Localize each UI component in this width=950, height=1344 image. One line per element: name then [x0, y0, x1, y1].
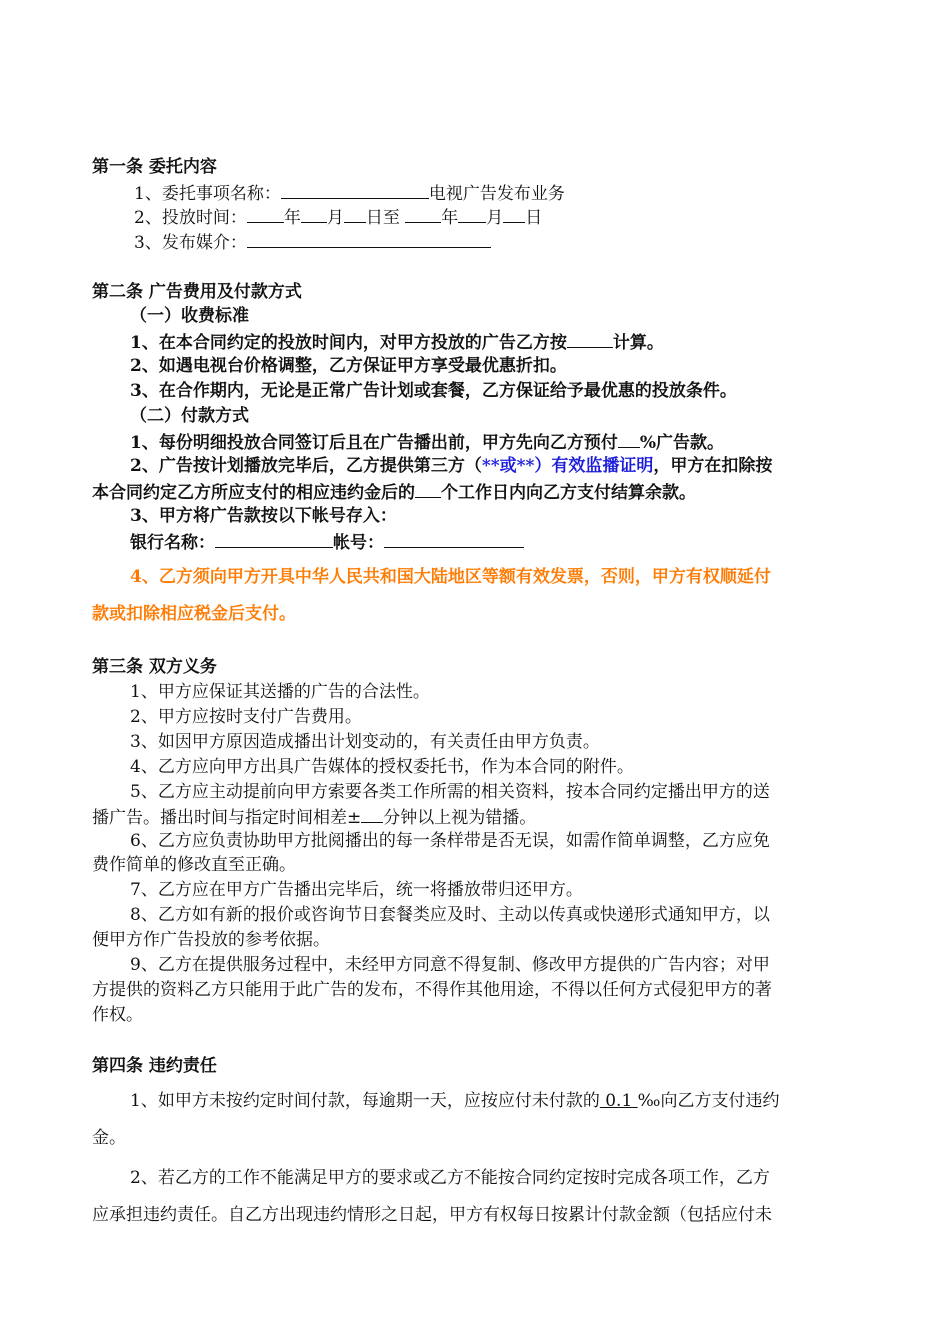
payment-item-4-cont: 款或扣除相应税金后支付。 — [92, 604, 296, 624]
text: 本合同约定乙方所应支付的相应违约金后的 — [92, 483, 415, 503]
duty-item-3: 3、如因甲方原因造成播出计划变动的，有关责任由甲方负责。 — [130, 732, 600, 752]
blank-field[interactable] — [344, 204, 366, 223]
year-label: 年 — [283, 208, 301, 228]
bank-account-line — [130, 529, 524, 555]
blank-field[interactable] — [405, 204, 441, 223]
duty-item-9-end: 作权。 — [92, 1005, 143, 1025]
text: 2、广告按计划播放完毕后，乙方提供第三方（ — [130, 456, 482, 476]
blank-field[interactable] — [247, 229, 491, 248]
item-tail: 电视广告发布业务 — [428, 184, 565, 204]
duty-item-4: 4、乙方应向甲方出具广告媒体的授权委托书，作为本合同的附件。 — [130, 757, 634, 777]
liability-item-1-cont: 金。 — [92, 1128, 126, 1148]
duty-item-5: 5、乙方应主动提前向甲方索要各类工作所需的相关资料，按本合同约定播出甲方的送 — [130, 782, 770, 802]
article-3-title: 第三条 双方义务 — [92, 657, 217, 677]
day-label: 日至 — [365, 208, 406, 228]
year-label: 年 — [441, 208, 459, 228]
duty-item-1: 1、甲方应保证其送播的广告的合法性。 — [130, 682, 430, 702]
text: ‰向乙方支付违约 — [637, 1091, 780, 1111]
text: 1、在本合同约定的投放时间内，对甲方投放的广告乙方按 — [130, 333, 567, 353]
blank-field[interactable] — [281, 180, 429, 199]
payment-item-1 — [130, 429, 724, 455]
blank-field[interactable] — [361, 804, 383, 823]
duty-item-9-cont: 方提供的资料乙方只能用于此广告的发布，不得作其他用途，不得以任何方式侵犯甲方的著 — [92, 980, 772, 1000]
blank-field[interactable] — [567, 329, 613, 348]
payment-item-2 — [130, 454, 772, 478]
blank-field[interactable] — [415, 479, 441, 498]
duty-item-7: 7、乙方应在甲方广告播出完毕后，统一将播放带归还甲方。 — [130, 880, 583, 900]
liability-item-2: 2、若乙方的工作不能满足甲方的要求或乙方不能按合同约定按时完成各项工作，乙方 — [130, 1168, 770, 1188]
liability-item-1 — [130, 1089, 779, 1113]
duty-item-6: 6、乙方应负责协助甲方批阅播出的每一条样带是否无误，如需作简单调整，乙方应免 — [130, 831, 770, 851]
blank-field[interactable] — [458, 204, 486, 223]
payment-item-3: 3、甲方将广告款按以下帐号存入： — [130, 506, 397, 526]
invoice-text: 、乙方须向甲方开具中华人民共和国大陆地区等额有效发票，否则，甲方有权顺延付 — [141, 567, 771, 587]
fee-item-1 — [130, 329, 664, 355]
text: 计算。 — [612, 333, 664, 353]
blank-field[interactable] — [618, 429, 640, 448]
blank-field[interactable] — [503, 204, 525, 223]
text: 播广告。播出时间与指定时间相差± — [92, 808, 362, 828]
item-label: 3、发布媒介： — [134, 233, 247, 253]
section-fee-standard: （一）收费标准 — [130, 306, 249, 326]
account-label: 帐号： — [333, 533, 384, 553]
liability-item-2-cont: 应承担违约责任。自乙方出现违约情形之日起，甲方有权每日按累计付款金额（包括应付未 — [92, 1205, 772, 1225]
duty-item-2: 2、甲方应按时支付广告费用。 — [130, 707, 362, 727]
article-1-item-2 — [134, 204, 542, 230]
text: 分钟以上视为错播。 — [383, 808, 537, 828]
duty-item-9: 9、乙方在提供服务过程中，未经甲方同意不得复制、修改甲方提供的广告内容；对甲 — [130, 955, 770, 975]
fee-item-2: 2、如遇电视台价格调整，乙方保证甲方享受最优惠折扣。 — [130, 356, 567, 376]
item-number: 4 — [130, 567, 142, 587]
item-label: 1、委托事项名称： — [134, 184, 281, 204]
penalty-rate: 0.1 — [599, 1091, 638, 1111]
article-1-title: 第一条 委托内容 — [92, 157, 217, 177]
duty-item-8-cont: 便甲方作广告投放的参考依据。 — [92, 930, 330, 950]
item-label: 2、投放时间： — [134, 208, 247, 228]
text: 1、每份明细投放合同签订后且在广告播出前，甲方先向乙方预付 — [130, 433, 618, 453]
text: 个工作日内向乙方支付结算余款。 — [441, 483, 696, 503]
article-1-item-3 — [134, 229, 491, 255]
payment-item-4 — [130, 565, 771, 589]
blank-field[interactable] — [301, 204, 327, 223]
duty-item-6-cont: 费作简单的修改直至正确。 — [92, 855, 296, 875]
duty-item-5-cont — [92, 804, 536, 830]
bank-name-label: 银行名称： — [130, 533, 215, 553]
bank-name-field[interactable] — [215, 529, 333, 548]
fee-item-3: 3、在合作期内，无论是正常广告计划或套餐，乙方保证给予最优惠的投放条件。 — [130, 381, 737, 401]
text: ，甲方在扣除按 — [653, 456, 773, 476]
day-label: 日 — [525, 208, 543, 228]
duty-item-8: 8、乙方如有新的报价或咨询节日套餐类应及时、主动以传真或快递形式通知甲方，以 — [130, 905, 770, 925]
article-2-title: 第二条 广告费用及付款方式 — [92, 282, 302, 302]
month-label: 月 — [486, 208, 504, 228]
text: 1、如甲方未按约定时间付款，每逾期一天，应按应付未付款的 — [130, 1091, 600, 1111]
payment-item-2-cont — [92, 479, 696, 505]
text: %广告款。 — [639, 433, 724, 453]
month-label: 月 — [326, 208, 344, 228]
section-payment-method: （二）付款方式 — [130, 406, 249, 426]
article-4-title: 第四条 违约责任 — [92, 1056, 217, 1076]
monitoring-proof-text: **或**）有效监播证明 — [481, 456, 654, 476]
blank-field[interactable] — [247, 204, 284, 223]
account-field[interactable] — [384, 529, 524, 548]
article-1-item-1 — [134, 180, 565, 206]
